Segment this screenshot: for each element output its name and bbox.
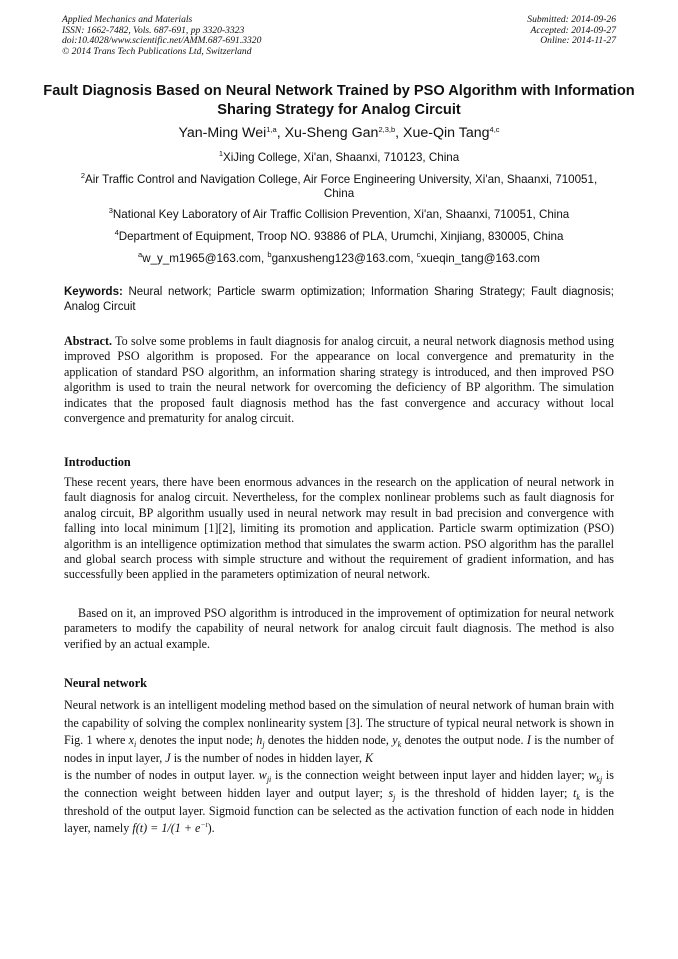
- email-list: [70, 252, 608, 266]
- copyright-line: © 2014 Trans Tech Publications Ltd, Switzerland: [62, 45, 252, 57]
- affiliation-text: XiJing College, Xi'an, Shaanxi, 710123, China: [222, 151, 460, 164]
- formula-end: ).: [207, 821, 215, 836]
- affiliation: [70, 230, 608, 244]
- journal-header-right: [527, 15, 616, 47]
- abstract-label: Abstract.: [64, 334, 113, 348]
- email-sup: b: [267, 250, 272, 259]
- section-heading-introduction: Introduction: [64, 455, 131, 469]
- affiliation-text: Department of Equipment, Troop NO. 93886 of PLA, Urumchi, Xinjiang, 830005, China: [118, 230, 564, 243]
- online-date: Online: 2014-11-27: [540, 35, 616, 47]
- journal-name: Applied Mechanics and Materials: [62, 14, 193, 25]
- affiliation-sup: 1: [218, 149, 223, 158]
- neural-network-paragraph: [64, 697, 614, 838]
- math-sub: k: [576, 792, 580, 802]
- email-text: ganxusheng123@163.com,: [271, 252, 414, 265]
- author-sup: 1,a: [266, 125, 277, 134]
- math-sub: k: [397, 740, 402, 750]
- section-heading-neural-network: Neural network: [64, 676, 147, 690]
- author-name: Xu-Sheng Gan: [284, 125, 379, 141]
- author-sup: 4,c: [489, 125, 500, 134]
- nn-text: is the connection weight between hidden layer and output layer;: [64, 768, 614, 800]
- affiliation-text: Air Traffic Control and Navigation College, Air Force Engineering University, Xi'an, Shaanxi, 710051, China: [84, 173, 598, 200]
- author-list: Yan-Ming Wei$^{1,a}$, Xu-Sheng Gan$^{2,3,b}$, Xue-Qin Tang$^{4,c}$: [178, 125, 500, 141]
- math-s: s: [388, 785, 394, 800]
- math-w: w: [258, 768, 267, 783]
- email-sup: c: [416, 250, 421, 259]
- author-sup: 2,3,b: [378, 125, 396, 134]
- math-I: I: [526, 733, 531, 748]
- email-text: xueqin_tang@163.com: [420, 252, 540, 265]
- math-h: h: [256, 733, 263, 748]
- math-K: K: [365, 750, 374, 765]
- doi-line: doi:10.4028/www.scientific.net/AMM.687-691.3320: [62, 35, 262, 47]
- nn-text: is the number of nodes in output layer.: [64, 768, 259, 783]
- math-sub: i: [134, 740, 137, 750]
- nn-text: denotes the hidden node,: [264, 733, 393, 748]
- intro-paragraph-2: Based on it, an improved PSO algorithm is introduced in the improvement of optimization for neural network parameters to modify the capability of neural network for analog circuit fault diagnosis. The method is also verified by an actual example.: [64, 606, 614, 651]
- nn-text: Neural network is an intelligent modeling method based on the simulation of neural network of human brain with the capability of solving the complex nonlinearity system [3]. The structure of typical neural network is shown in Fig. 1 where: [64, 698, 614, 748]
- math-J: J: [165, 750, 171, 765]
- nn-text: is the connection weight between input layer and hidden layer;: [271, 768, 589, 783]
- math-x: x: [128, 733, 135, 748]
- math-w: w: [588, 768, 597, 783]
- accepted-date: Accepted: 2014-09-27: [530, 24, 616, 36]
- nn-text: is the number of nodes in input layer,: [64, 733, 614, 765]
- nn-text: is the threshold of the output layer. Sigmoid function can be selected as the activation function of each node in hidden layer, namely: [64, 785, 614, 836]
- nn-text: is the threshold of hidden layer;: [395, 785, 573, 800]
- issn-line: ISSN: 1662-7482, Vols. 687-691, pp 3320-3323: [62, 24, 245, 36]
- nn-text: denotes the output node.: [401, 733, 527, 748]
- abstract-text: To solve some problems in fault diagnosis for analog circuit, a neural network diagnosis method using improved PSO algorithm is proposed. For the appearance on local convergence and prematurity in the application of standard PSO algorithm, an information sharing strategy is introduced, and then improved PSO algorithm is used to train the neural network for overcoming the deficiency of BP algorithm. The simulation indicates that the proposed fault diagnosis method has the fast convergence and accuracy without local convergence and prematurity for analog circuit.: [64, 334, 614, 426]
- email-text: w_y_m1965@163.com,: [142, 252, 265, 265]
- affiliation: [70, 173, 608, 201]
- math-sub: ji: [266, 775, 272, 785]
- affiliation-sup: 4: [114, 228, 119, 237]
- affiliation-text: National Key Laboratory of Air Traffic Collision Prevention, Xi'an, Shaanxi, 710051, China: [112, 208, 570, 221]
- affiliation-sup: 2: [80, 171, 85, 180]
- keywords: [64, 285, 614, 315]
- author-name: Xue-Qin Tang: [403, 125, 490, 141]
- journal-header-left: [62, 15, 261, 57]
- math-sub: kj: [596, 775, 603, 785]
- paper-title: Fault Diagnosis Based on Neural Network Trained by PSO Algorithm with Information Sharing Strategy for Analog Circuit: [43, 83, 635, 118]
- abstract: [64, 334, 614, 426]
- math-y: y: [392, 733, 398, 748]
- formula-exponent: −t: [200, 820, 208, 830]
- sigmoid-formula: f(t) = 1/(1 + e: [132, 821, 201, 836]
- intro-paragraph-1: These recent years, there have been enormous advances in the research on the application of neural network in fault diagnosis for analog circuit. Nevertheless, for the complex nonlinear problems such as fault diagnosis for analog circuit, BP algorithm usually used in neural network may result in bad precision and convergence with falling into local minimum [1][2], limiting its promotion and application. Particle swarm optimization (PSO) algorithm is an intelligence optimization method that simulates the swarm action. PSO algorithm has the parallel and global search process with simple structure and without the requirement of gradient information, and has successfully been applied in the parameters optimization of neural network.: [64, 475, 614, 582]
- nn-text: is the number of nodes in hidden layer,: [170, 750, 365, 765]
- nn-text: denotes the input node;: [136, 733, 257, 748]
- keywords-label: Keywords:: [64, 286, 123, 298]
- affiliation-sup: 3: [108, 206, 113, 215]
- affiliation: [70, 151, 608, 165]
- math-sub: j: [393, 792, 396, 802]
- math-t: t: [573, 785, 577, 800]
- keywords-text: Neural network; Particle swarm optimization; Information Sharing Strategy; Fault diagnosis; Analog Circuit: [64, 286, 614, 313]
- email-sup: a: [138, 250, 143, 259]
- math-sub: j: [262, 740, 265, 750]
- submitted-date: Submitted: 2014-09-26: [527, 14, 616, 25]
- affiliation: [70, 208, 608, 222]
- author-name: Yan-Ming Wei: [178, 125, 267, 141]
